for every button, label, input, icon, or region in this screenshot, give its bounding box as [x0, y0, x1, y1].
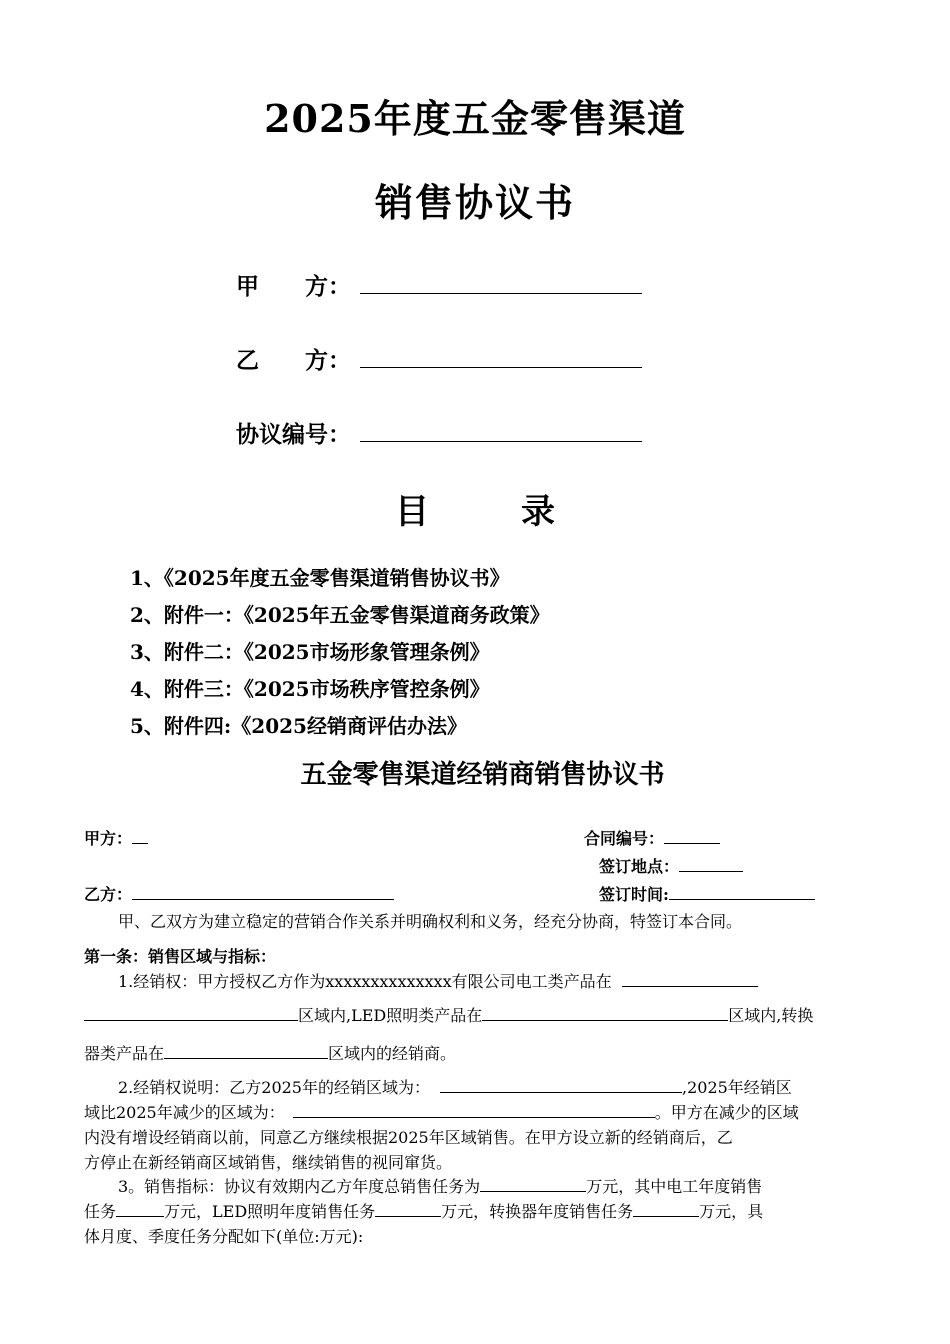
clause-2-line-1: 2.经销权说明：乙方2025年的经销区域为： ,2025年经销区	[118, 1078, 792, 1097]
cover-agreement-no-label: 协议编号：	[236, 421, 351, 448]
contract-party-a-label: 甲方：	[84, 829, 133, 848]
cover-party-b-blank	[360, 345, 642, 368]
clause-2-line-2: 域比2025年减少的区域为： 。甲方在减少的区域	[84, 1103, 799, 1122]
contract-party-b	[84, 882, 394, 905]
contract-number	[584, 826, 720, 849]
cover-party-a-label: 甲 方：	[236, 273, 351, 300]
sign-time-label: 签订时间:	[599, 885, 669, 904]
sign-place-label: 签订地点：	[599, 857, 680, 876]
toc-item: 5、附件四:《2025经销商评估办法》	[130, 714, 467, 738]
clause-1-line-1: 1.经销权：甲方授权乙方作为xxxxxxxxxxxxxx有限公司电工类产品在	[118, 969, 758, 992]
clause-1-line-2: 区域内,LED照明类产品在 区域内,转换	[84, 1003, 813, 1026]
clause-2-line-3: 内没有增设经销商以前，同意乙方继续根据2025年区域销售。在甲方设立新的经销商后，乙	[84, 1128, 733, 1147]
clause-1-line-3: 器类产品在 区域内的经销商。	[84, 1044, 457, 1063]
article-1-title: 第一条：销售区域与指标：	[84, 947, 277, 966]
clause-3-line-1: 3。销售指标：协议有效期内乙方年度总销售任务为 万元，其中电工年度销售	[118, 1177, 763, 1196]
contract-party-b-label: 乙方：	[84, 885, 133, 904]
document-title: 2025年度五金零售渠道	[264, 96, 686, 141]
contract-party-a	[84, 826, 148, 849]
sign-time	[599, 882, 815, 905]
contract-title: 五金零售渠道经销商销售协议书	[300, 760, 665, 790]
toc-item: 1、《2025年度五金零售渠道销售协议书》	[130, 566, 510, 590]
toc-item: 3、附件二：《2025市场形象管理条例》	[130, 640, 490, 664]
toc-title-left: 目	[395, 492, 429, 532]
clause-2-line-4: 方停止在新经销商区域销售，继续销售的视同窜货。	[84, 1153, 453, 1172]
cover-agreement-no-blank	[360, 419, 642, 442]
cover-party-a	[236, 268, 642, 301]
toc-item: 4、附件三：《2025市场秩序管控条例》	[130, 677, 490, 701]
contract-intro: 甲、乙双方为建立稳定的营销合作关系并明确权利和义务，经充分协商，特签订本合同。	[118, 912, 743, 931]
toc-title-right: 录	[521, 492, 555, 532]
cover-party-a-blank	[360, 271, 642, 294]
sign-place	[599, 854, 743, 877]
clause-3-line-3: 体月度、季度任务分配如下(单位:万元):	[84, 1227, 364, 1246]
clause-3-line-2: 任务 万元，LED照明年度销售任务 万元，转换器年度销售任务 万元，具	[84, 1202, 764, 1221]
cover-agreement-no	[236, 416, 642, 449]
toc-title	[0, 484, 950, 533]
contract-number-label: 合同编号：	[584, 829, 665, 848]
toc-item: 2、附件一：《2025年五金零售渠道商务政策》	[130, 603, 550, 627]
cover-party-b-label: 乙 方：	[236, 347, 351, 374]
document-subtitle: 销售协议书	[374, 180, 575, 225]
cover-party-b	[236, 342, 642, 375]
